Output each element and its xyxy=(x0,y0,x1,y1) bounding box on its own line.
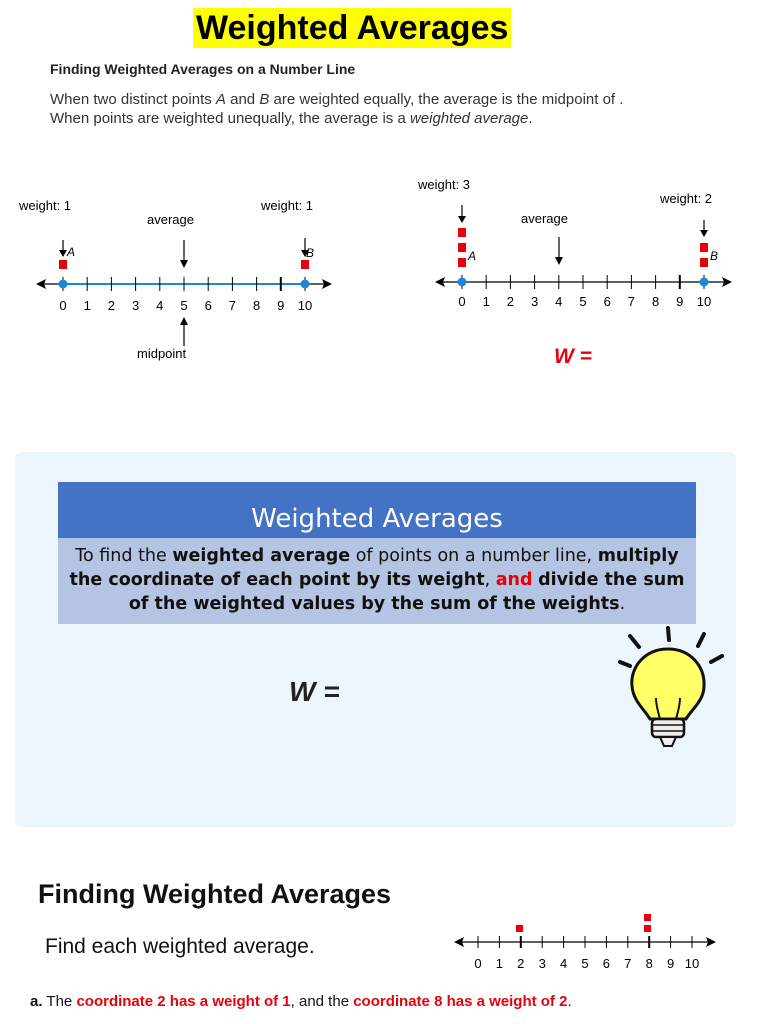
point-a-label: A xyxy=(468,249,477,263)
point-b-label: B xyxy=(306,246,315,260)
tick-label: 0 xyxy=(59,298,67,313)
tick-label: 9 xyxy=(277,298,285,313)
page-title: Weighted Averages xyxy=(193,8,511,48)
tick-label: 7 xyxy=(624,956,632,971)
intro-text: When two distinct points A and B are weighted equally, the average is the midpoint of . When points are weighted unequally, the average is a weighted average. xyxy=(50,91,624,127)
weight-b-label: weight: 2 xyxy=(660,191,713,206)
section-heading: Finding Weighted Averages xyxy=(38,879,392,909)
tick-label: 7 xyxy=(627,294,636,309)
tick-label: 2 xyxy=(506,294,515,309)
tick-label: 10 xyxy=(684,956,700,971)
tick-label: 6 xyxy=(204,298,212,313)
tick-label: 7 xyxy=(228,298,237,313)
tick-label: 8 xyxy=(651,294,660,309)
tick-label: 10 xyxy=(696,294,712,309)
weight-b-label: weight: 1 xyxy=(261,198,314,213)
point-a-label: A xyxy=(67,245,76,259)
tick-label: 1 xyxy=(83,298,91,313)
tick-label: 1 xyxy=(495,956,504,971)
tick-label: 2 xyxy=(107,298,116,313)
lightbulb-icon xyxy=(608,622,732,752)
tick-label: 5 xyxy=(581,956,589,971)
instruction-text: Find each weighted average. xyxy=(45,935,315,958)
tick-label: 0 xyxy=(458,294,466,309)
tick-label: 8 xyxy=(252,298,261,313)
tick-label: 1 xyxy=(482,294,490,309)
average-label: average xyxy=(147,212,194,227)
average-label: average xyxy=(521,211,568,226)
number-line-exercise xyxy=(448,910,728,976)
tick-label: 10 xyxy=(297,298,313,313)
midpoint-label: midpoint xyxy=(137,346,187,361)
section-subtitle: Finding Weighted Averages on a Number Line xyxy=(50,61,356,77)
tick-label: 5 xyxy=(579,294,587,309)
tick-label: 4 xyxy=(555,294,563,309)
tick-label: 3 xyxy=(538,956,546,971)
tick-label: 0 xyxy=(474,956,482,971)
tick-label: 3 xyxy=(530,294,539,309)
weight-a-label: weight: 1 xyxy=(19,198,72,213)
definition-text: To find the weighted average of points on a number line, multiply the coordinate of each point by its weight, and divide the sum of the weighted values by the sum of the weights. xyxy=(58,538,696,624)
tick-label: 6 xyxy=(603,294,611,309)
weighted-average-formula: W = xyxy=(554,345,592,368)
tick-label: 5 xyxy=(180,298,188,313)
tick-label: 2 xyxy=(517,956,525,971)
tick-label: 3 xyxy=(131,298,140,313)
example-a: a. The coordinate 2 has a weight of 1, and the coordinate 8 has a weight of 2. xyxy=(30,993,572,1010)
definition-formula: W = xyxy=(289,676,340,707)
definition-heading: Weighted Averages xyxy=(58,482,696,538)
tick-label: 9 xyxy=(676,294,684,309)
tick-label: 4 xyxy=(156,298,164,313)
point-b-label: B xyxy=(710,249,719,263)
number-line-equal-weights xyxy=(0,180,360,380)
weight-a-label: weight: 3 xyxy=(418,177,471,192)
tick-label: 4 xyxy=(559,956,568,971)
tick-label: 6 xyxy=(602,956,611,971)
tick-label: 8 xyxy=(645,956,653,971)
tick-label: 9 xyxy=(666,956,675,971)
